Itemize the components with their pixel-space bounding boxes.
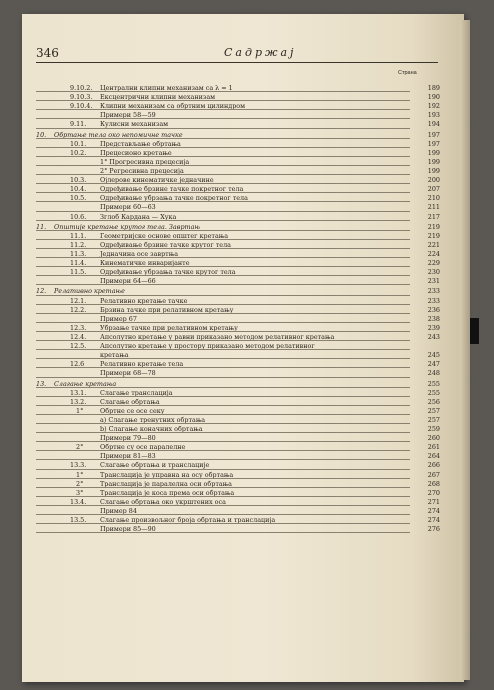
toc-entry-number: 12.3. <box>70 323 87 332</box>
toc-entry-number: 13.4. <box>70 497 87 506</box>
toc-entry-title: Примери 58—59 <box>100 111 156 120</box>
toc-entry-title: Геометријске основе општег кретања <box>100 231 229 240</box>
toc-row <box>36 102 440 111</box>
toc-rule <box>36 266 410 267</box>
toc-entry-number: 10.1. <box>70 139 87 148</box>
toc-entry-number: 10.4. <box>70 185 87 194</box>
toc-row <box>36 194 440 203</box>
toc-rule <box>36 505 410 506</box>
toc-rule <box>36 487 410 488</box>
toc-entry-page: 247 <box>427 360 440 369</box>
toc-entry-title: Одређивање брзине тачке крутог тела <box>100 240 231 249</box>
toc-entry-number: 12.6 <box>70 360 85 369</box>
toc-entry-title: Ојлерове кинематичке једначине <box>100 176 214 185</box>
toc-entry-page: 192 <box>427 102 440 111</box>
toc-entry-page: 264 <box>427 452 440 461</box>
toc-entry-page: 217 <box>427 212 440 221</box>
toc-entry-page: 271 <box>427 497 440 506</box>
toc-entry-page: 261 <box>427 443 440 452</box>
toc-entry-page: 259 <box>427 425 440 434</box>
toc-rule <box>36 523 410 524</box>
toc-entry-page: 239 <box>427 323 440 332</box>
toc-rule <box>36 414 410 415</box>
toc-rule <box>36 257 410 258</box>
toc-row <box>36 84 440 93</box>
toc-rule <box>36 239 410 240</box>
toc-rule <box>36 275 410 276</box>
toc-entry-number: 12. <box>36 287 47 296</box>
toc-entry-title: Транслација је управна на осу обртања <box>100 470 234 479</box>
toc-entry-number: 9.10.4. <box>70 102 93 111</box>
toc-row <box>36 306 440 315</box>
toc-entry-page: 243 <box>427 332 440 341</box>
toc-entry-number: 13.5. <box>70 516 87 525</box>
toc-entry-number: 1° <box>76 470 84 479</box>
toc-entry-title: Слагање обртања око укрштених оса <box>100 497 226 506</box>
toc-entry-title: Апсолутно кретање у простору приказано методом релативног <box>100 342 315 351</box>
toc-entry-number: 11. <box>36 222 47 231</box>
toc-row <box>36 516 440 525</box>
toc-rule <box>36 248 410 249</box>
toc-entry-number: 10.2. <box>70 148 87 157</box>
toc-entry-page: 274 <box>427 516 440 525</box>
toc-entry-number: 12.5. <box>70 342 87 351</box>
toc-entry-number: 13.1. <box>70 388 87 397</box>
toc-entry-page: 276 <box>427 525 440 534</box>
toc-rule <box>36 432 410 433</box>
toc-entry-number: 12.4. <box>70 332 87 341</box>
toc-entry-page: 193 <box>427 111 440 120</box>
table-of-contents <box>36 84 440 534</box>
toc-section-row <box>36 380 440 389</box>
toc-entry-page: 231 <box>427 277 440 286</box>
toc-row <box>36 525 440 534</box>
toc-row <box>36 232 440 241</box>
toc-entry-title: Апсолутно кретање у равни приказано методом релативног кретања <box>100 332 335 341</box>
toc-entry-title: Ексцентрични клипни механизам <box>100 93 216 102</box>
toc-entry-title: Једначина осе завртња <box>100 249 179 258</box>
toc-entry-title: Клипни механизам са обртним цилиндром <box>100 102 246 111</box>
toc-entry-title: Прецесионо кретање <box>100 148 172 157</box>
toc-row <box>36 176 440 185</box>
toc-row <box>36 111 440 120</box>
toc-row <box>36 461 440 470</box>
toc-entry-page: 199 <box>427 166 440 175</box>
toc-entry-number: 10.6. <box>70 212 87 221</box>
toc-entry-title: Обртне су осе паралелне <box>100 443 186 452</box>
toc-rule <box>36 349 410 350</box>
toc-section-row <box>36 131 440 140</box>
toc-entry-page: 257 <box>427 406 440 415</box>
toc-row <box>36 185 440 194</box>
toc-entry-title: 2° Регресивна прецесија <box>100 166 184 175</box>
toc-entry-number: 10.5. <box>70 194 87 203</box>
toc-entry-page: 197 <box>427 139 440 148</box>
page-column-label: Страна <box>398 70 417 76</box>
toc-row <box>36 434 440 443</box>
toc-entry-title: 1° Прогресивна прецесија <box>100 157 190 166</box>
toc-entry-title: Примери 81—83 <box>100 452 156 461</box>
toc-entry-title: Представљање обртања <box>100 139 181 148</box>
toc-row <box>36 389 440 398</box>
toc-entry-title: Одређивање убрзања тачке покретног тела <box>100 194 248 203</box>
toc-entry-number: 12.1. <box>70 296 87 305</box>
toc-entry-title: Слагање обртања и транслације <box>100 461 210 470</box>
toc-entry-page: 266 <box>427 461 440 470</box>
toc-rule <box>36 387 410 388</box>
toc-row <box>36 149 440 158</box>
toc-entry-title: Транслација је паралелна оси обртања <box>100 479 232 488</box>
toc-rule <box>36 405 410 406</box>
toc-rule <box>36 367 410 368</box>
toc-row <box>36 167 440 176</box>
toc-entry-title: Одређивање брзине тачке покретног тела <box>100 185 244 194</box>
toc-entry-title: Примери 79—80 <box>100 434 156 443</box>
toc-entry-page: 256 <box>427 397 440 406</box>
toc-rule <box>36 478 410 479</box>
toc-entry-number: 11.1. <box>70 231 87 240</box>
toc-row <box>36 268 440 277</box>
toc-entry-title: Слагање транслација <box>100 388 173 397</box>
toc-entry-title: Примери 60—63 <box>100 203 156 212</box>
toc-row <box>36 360 440 369</box>
toc-entry-page: 199 <box>427 157 440 166</box>
toc-rule <box>36 514 410 515</box>
toc-rule <box>36 230 410 231</box>
toc-entry-page: 224 <box>427 249 440 258</box>
toc-entry-page: 219 <box>427 222 440 231</box>
toc-entry-page: 200 <box>427 176 440 185</box>
toc-entry-page: 233 <box>427 287 440 296</box>
toc-rule <box>36 496 410 497</box>
toc-row <box>36 297 440 306</box>
toc-rule <box>36 322 410 323</box>
toc-entry-number: 1° <box>76 406 84 415</box>
toc-entry-title: Примери 64—66 <box>100 277 156 286</box>
toc-row <box>36 416 440 425</box>
toc-entry-page: 230 <box>427 268 440 277</box>
toc-entry-number: 13.3. <box>70 461 87 470</box>
toc-rule <box>36 331 410 332</box>
toc-rule <box>36 138 410 139</box>
toc-entry-page: 189 <box>427 84 440 92</box>
toc-row <box>36 241 440 250</box>
toc-entry-title: Примери 68—78 <box>100 369 156 378</box>
toc-row <box>36 351 440 360</box>
toc-entry-page: 229 <box>427 259 440 268</box>
toc-entry-title: Општије кретање крутог тела. Завртањ <box>54 222 201 231</box>
toc-entry-title: Пример 67 <box>100 314 137 323</box>
toc-entry-number: 12.2. <box>70 305 87 314</box>
toc-entry-page: 268 <box>427 479 440 488</box>
toc-rule <box>36 91 410 92</box>
toc-rule <box>36 174 410 175</box>
toc-row <box>36 398 440 407</box>
toc-rule <box>36 128 410 129</box>
page-title: Садржај <box>224 46 297 59</box>
toc-entry-number: 13. <box>36 379 47 388</box>
toc-entry-page: 267 <box>427 470 440 479</box>
toc-entry-title: Брзина тачке при релативном кретању <box>100 305 234 314</box>
toc-entry-number: 3° <box>76 488 84 497</box>
toc-rule <box>36 118 410 119</box>
toc-row <box>36 369 440 378</box>
toc-entry-number: 10. <box>36 130 47 139</box>
toc-row <box>36 333 440 342</box>
toc-entry-page: 199 <box>427 148 440 157</box>
toc-entry-title: Релативно кретање <box>54 287 125 296</box>
page-edge <box>460 20 470 680</box>
toc-row <box>36 489 440 498</box>
toc-section-row <box>36 223 440 232</box>
toc-entry-title: Зглоб Кардана — Хука <box>100 212 177 221</box>
toc-row <box>36 507 440 516</box>
toc-row <box>36 452 440 461</box>
toc-row <box>36 315 440 324</box>
toc-row <box>36 425 440 434</box>
toc-entry-number: 13.2. <box>70 397 87 406</box>
toc-entry-title: b) Слагање коначних обртања <box>100 425 203 434</box>
toc-entry-title: Слагање обртања <box>100 397 160 406</box>
toc-entry-title: Примери 85—90 <box>100 525 156 534</box>
toc-entry-number: 11.5. <box>70 268 87 277</box>
toc-rule <box>36 441 410 442</box>
toc-rule <box>36 459 410 460</box>
toc-row <box>36 277 440 286</box>
toc-entry-title: а) Слагање тренутних обртања <box>100 415 206 424</box>
toc-entry-page: 219 <box>427 231 440 240</box>
toc-row <box>36 324 440 333</box>
toc-rule <box>36 220 410 221</box>
toc-entry-page: 257 <box>427 415 440 424</box>
toc-rule <box>36 211 410 212</box>
toc-rule <box>36 377 410 378</box>
toc-entry-number: 2° <box>76 479 84 488</box>
toc-row <box>36 158 440 167</box>
bookmark-strip <box>470 318 479 344</box>
toc-entry-page: 274 <box>427 507 440 516</box>
toc-entry-page: 233 <box>427 296 440 305</box>
toc-rule <box>36 358 410 359</box>
toc-rule <box>36 147 410 148</box>
header-rule <box>36 62 438 63</box>
toc-rule <box>36 183 410 184</box>
toc-entry-title: Транслација је коса према оси обртања <box>100 488 235 497</box>
toc-entry-page: 194 <box>427 120 440 129</box>
toc-rule <box>36 396 410 397</box>
toc-row <box>36 259 440 268</box>
toc-rule <box>36 295 410 296</box>
toc-rule <box>36 313 410 314</box>
toc-entry-number: 9.11. <box>70 120 87 129</box>
toc-entry-page: 236 <box>427 305 440 314</box>
toc-rule <box>36 304 410 305</box>
toc-entry-number: 11.3. <box>70 249 87 258</box>
toc-row <box>36 250 440 259</box>
toc-entry-number: 11.2. <box>70 240 87 249</box>
toc-entry-page: 255 <box>427 379 440 388</box>
toc-entry-page: 207 <box>427 185 440 194</box>
toc-entry-title: Обртне се осе секу <box>100 406 165 415</box>
toc-row <box>36 120 440 129</box>
toc-row <box>36 471 440 480</box>
toc-rule <box>36 156 410 157</box>
toc-rule <box>36 165 410 166</box>
toc-entry-page: 211 <box>427 203 440 212</box>
toc-entry-number: 10.3. <box>70 176 87 185</box>
toc-row <box>36 342 440 351</box>
toc-rule <box>36 532 410 533</box>
toc-entry-number: 9.10.3. <box>70 93 93 102</box>
page-header <box>36 44 438 64</box>
toc-row <box>36 443 440 452</box>
toc-row <box>36 213 440 222</box>
toc-rule <box>36 284 410 285</box>
toc-rule <box>36 100 410 101</box>
toc-entry-page: 270 <box>427 488 440 497</box>
page-number: 346 <box>36 46 59 60</box>
toc-row <box>36 93 440 102</box>
toc-entry-title: Релативно кретање тачке <box>100 296 188 305</box>
toc-entry-title: Обртање тела око непомичне тачке <box>54 130 183 139</box>
toc-entry-title: Кинематичке инваријанте <box>100 259 190 268</box>
toc-rule <box>36 469 410 470</box>
toc-row <box>36 203 440 212</box>
toc-entry-page: 238 <box>427 314 440 323</box>
toc-rule <box>36 109 410 110</box>
toc-entry-title: Слагање кретања <box>54 379 117 388</box>
toc-entry-title: кретања <box>100 351 129 360</box>
toc-entry-number: 11.4. <box>70 259 87 268</box>
toc-row <box>36 140 440 149</box>
toc-row <box>36 407 440 416</box>
toc-row <box>36 480 440 489</box>
toc-entry-page: 245 <box>427 351 440 360</box>
toc-entry-page: 210 <box>427 194 440 203</box>
toc-rule <box>36 450 410 451</box>
toc-entry-title: Убрзање тачке при релативном кретању <box>100 323 238 332</box>
toc-entry-page: 255 <box>427 388 440 397</box>
toc-entry-page: 260 <box>427 434 440 443</box>
toc-rule <box>36 192 410 193</box>
toc-entry-page: 197 <box>427 130 440 139</box>
toc-rule <box>36 340 410 341</box>
toc-rule <box>36 201 410 202</box>
toc-entry-page: 190 <box>427 93 440 102</box>
toc-rule <box>36 423 410 424</box>
toc-entry-number: 9.10.2. <box>70 84 93 92</box>
toc-section-row <box>36 287 440 296</box>
toc-entry-title: Централни клипни механизам са λ = 1 <box>100 84 233 92</box>
toc-entry-page: 248 <box>427 369 440 378</box>
toc-entry-title: Пример 84 <box>100 507 137 516</box>
toc-entry-title: Слагање произвољног броја обртања и транслација <box>100 516 276 525</box>
toc-entry-number: 2° <box>76 443 84 452</box>
toc-entry-title: Релативно кретање тела <box>100 360 184 369</box>
toc-entry-title: Кулисни механизам <box>100 120 169 129</box>
toc-row <box>36 498 440 507</box>
toc-entry-title: Одређивање убрзања тачке крутог тела <box>100 268 236 277</box>
toc-entry-page: 221 <box>427 240 440 249</box>
